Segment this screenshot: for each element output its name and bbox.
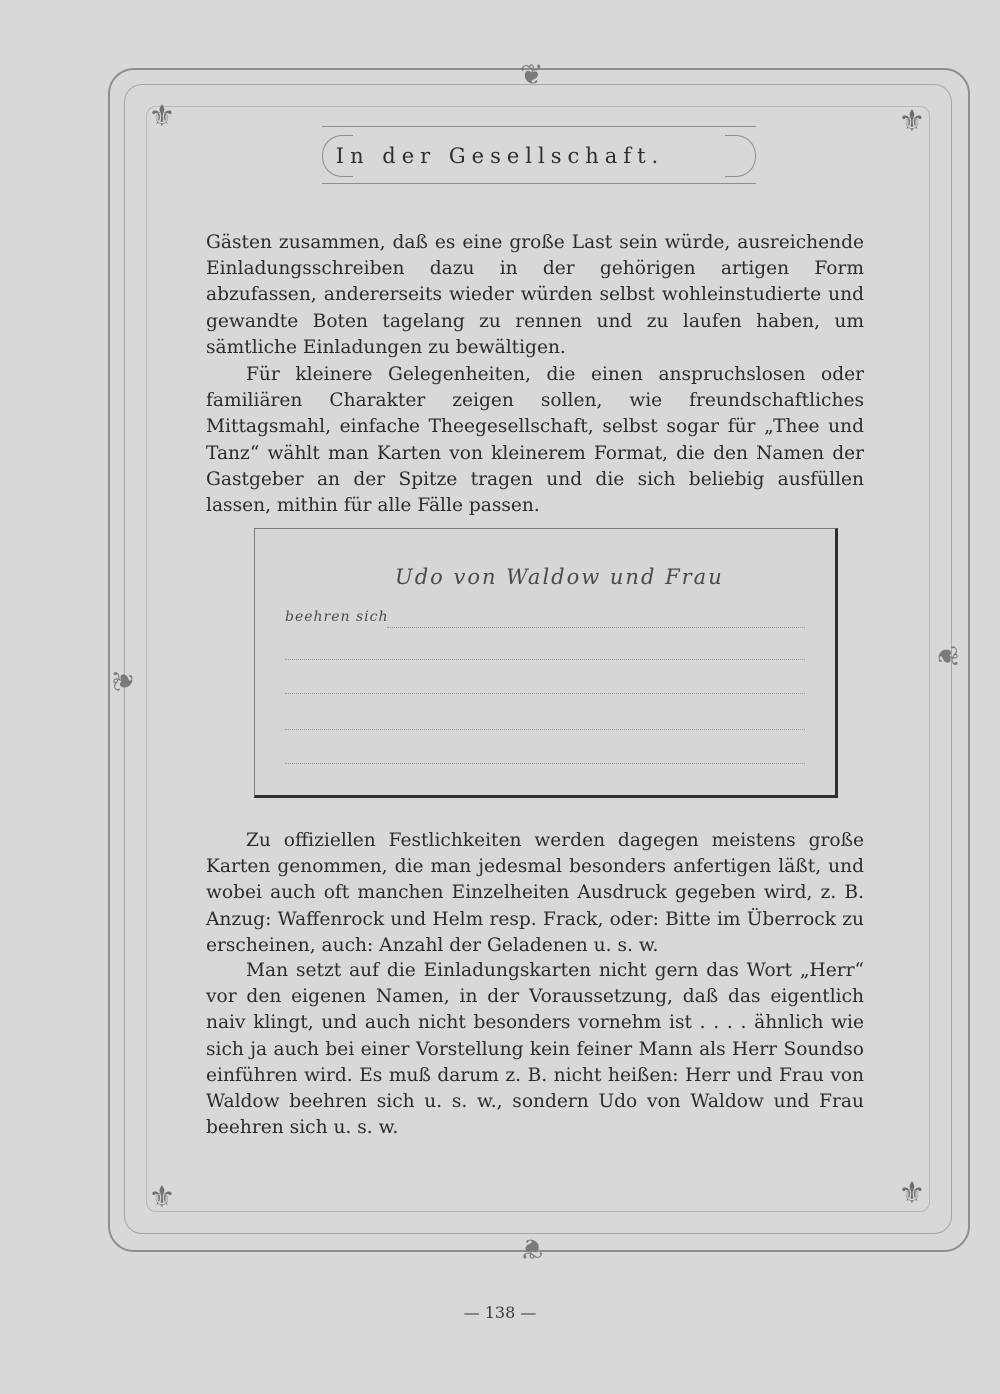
paragraph-text: Gästen zusammen, daß es eine große Last sein würde, ausreichende Einladungsschreiben dazu in der gehörigen artigen Form abzufassen, andererseits wieder würden selbst wohleinstudierte und gewandte Boten tagelang zu rennen und zu laufen haben, um sämtliche Einladungen zu bewältigen. [206,232,864,358]
paragraph-text: Zu offiziellen Festlichkeiten werden dagegen meistens große Karten genommen, die man jedesmal besonders anfertigen läßt, und wobei auch oft manchen Einzelheiten Ausdruck gegeben wird, z. B. Anzug: Waffenrock und Helm resp. Frack, oder: Bitte im Überrock zu erscheinen, auch: Anzahl der Geladenen u. s. w. [206,830,864,956]
card-fill-line [285,729,805,730]
page-title: In der Gesellschaft. [335,144,665,168]
page-number: — 138 — [463,1303,537,1322]
body-paragraph [206,828,864,959]
paragraph-text: Für kleinere Gelegenheiten, die einen anspruchslosen oder familiären Charakter zeigen sollen, wie freundschaftliches Mittagsmahl, einfache Theegesellschaft, selbst sogar für „Thee und Tanz“ wählt man Karten von kleinerem Format, die den Namen der Gastgeber an der Spitze tragen und die sich beliebig ausfüllen lassen, mithin für alle Fälle passen. [206,364,864,517]
fleur-de-lis-icon: ⚜ [148,99,176,134]
sample-invitation-card [254,528,838,798]
card-fill-line [285,763,805,764]
card-host-names: Udo von Waldow und Frau [395,565,724,589]
card-verb-line: beehren sich [285,609,389,625]
card-fill-line [285,659,805,660]
scroll-ornament-icon: ❦ [107,668,141,693]
paragraph-text: Man setzt auf die Einladungskarten nicht gern das Wort „Herr“ vor den eigenen Namen, in der Voraussetzung, daß das eigentlich naiv klingt, und auch nicht besonders vornehm ist . . . . ähnlich wie sich ja auch bei einer Vorstellung kein feiner Mann als Herr Soundso einführen wird. Es muß darum z. B. nicht heißen: Herr und Frau von Waldow beehren sich u. s. w., sondern Udo von Waldow und Frau beehren sich u. s. w. [206,960,864,1139]
body-paragraph [206,958,864,1141]
fleur-de-lis-icon: ⚜ [898,1176,926,1211]
fleur-de-lis-icon: ⚜ [898,104,926,139]
scroll-ornament-icon: ❦ [931,644,965,669]
scroll-ornament-icon: ❦ [520,58,544,91]
fleur-de-lis-icon: ⚜ [148,1180,176,1215]
scroll-ornament-icon: ❦ [520,1232,544,1265]
card-fill-line [285,693,805,694]
body-paragraph [206,362,864,519]
body-paragraph [206,230,864,361]
card-fill-line [387,627,805,628]
